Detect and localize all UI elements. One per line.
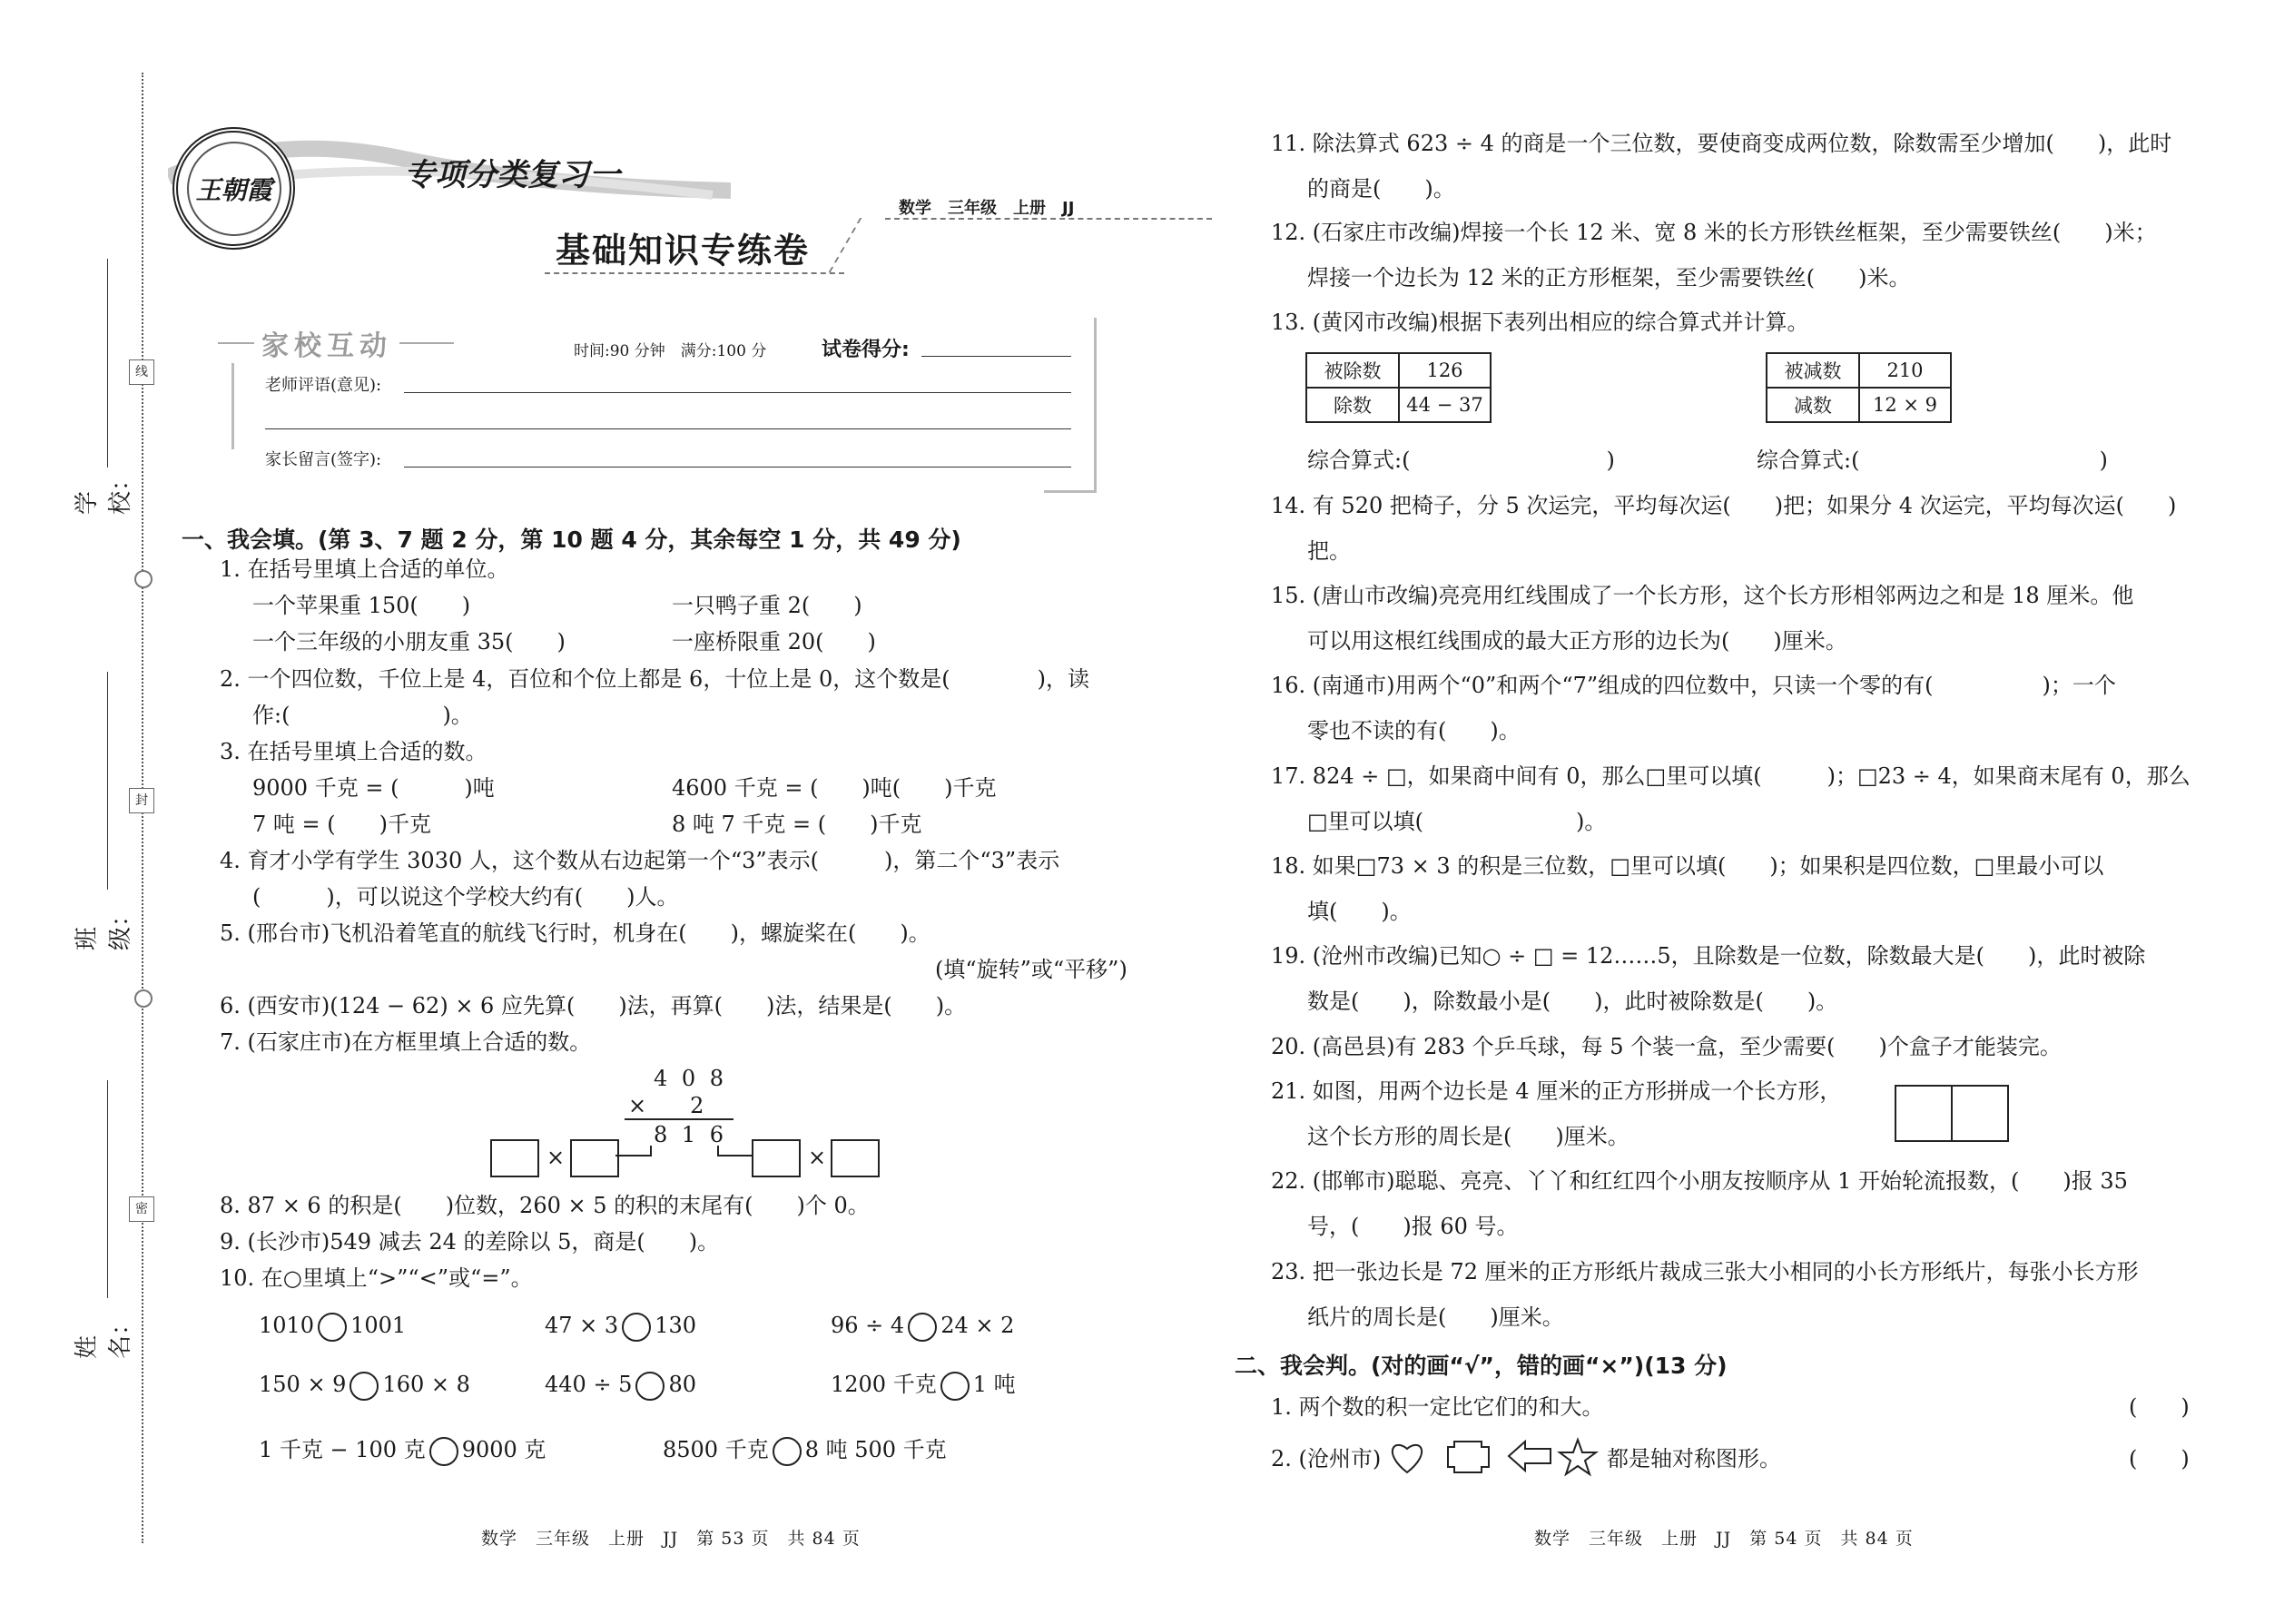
times-1: × [546,1145,566,1170]
jiaxiao-frame-b [1044,490,1097,493]
footer-left: 数学 三年级 上册 JJ 第 53 页 共 84 页 [481,1529,861,1549]
binding-hole-1 [134,570,153,588]
q4b: ( )，可以说这个学校大约有( )人。 [252,884,679,910]
section2-heading: 二、我会判。(对的画“√”，错的画“×”)(13 分) [1235,1353,1728,1379]
j2-prefix: 2. (沧州市) [1271,1446,1382,1471]
cross-frame-icon [1448,1442,1489,1472]
q11b: 的商是( )。 [1307,176,1455,202]
logo-text: 王朝霞 [187,142,281,236]
q23b: 纸片的周长是( )厘米。 [1307,1304,1564,1330]
time-info: 时间:90 分钟 满分:100 分 [574,342,767,360]
q14a: 14. 有 520 把椅子，分 5 次运完，平均每次运( )把；如果分 4 次运完，平均每次运( ) [1271,493,2177,518]
q20: 20. (高邑县)有 283 个乒乓球，每 5 个装一盒，至少需要( )个盒子才能装完。 [1271,1034,2062,1059]
combined-formula-1: 综合算式:( ) [1307,448,1615,473]
compare-circle[interactable] [940,1372,970,1401]
q12b: 焊接一个边长为 12 米的正方形框架，至少需要铁丝( )米。 [1307,265,1911,290]
q21a: 21. 如图，用两个边长是 4 厘米的正方形拼成一个长方形， [1271,1078,1842,1104]
compare-4: 150 × 9 160 × 8 [259,1371,470,1401]
q16a: 16. (南通市)用两个“0”和两个“7”组成的四位数中，只读一个零的有( )；一个 [1271,673,2116,698]
j1: 1. 两个数的积一定比它们的和大。 [1271,1394,1604,1420]
connector-right [717,1146,753,1156]
q1a: 一个苹果重 150( ) [252,593,471,618]
answer-box-3[interactable] [752,1139,801,1177]
q10: 10. 在○里填上“>”“<”或“=”。 [220,1265,533,1291]
q19a: 19. (沧州市改编)已知○ ÷ □ = 12……5，且除数是一位数，除数最大是( )，此时被除 [1271,943,2146,969]
j2-suffix: 都是轴对称图形。 [1607,1446,1781,1471]
school-line [107,259,108,468]
star-icon [1560,1440,1596,1474]
q18b: 填( )。 [1307,899,1412,924]
subject-meta: 数学 三年级 上册 JJ [899,199,1075,218]
compare-8: 8500 千克 8 吨 500 千克 [663,1436,947,1466]
q19b: 数是( )，除数最小是( )，此时被除数是( )。 [1307,989,1838,1014]
q7: 7. (石家庄市)在方框里填上合适的数。 [220,1029,592,1055]
q17b: □里可以填( )。 [1307,809,1607,834]
q5-hint: (填“旋转”或“平移”) [935,957,1127,982]
compare-circle[interactable] [429,1437,458,1466]
q3a: 9000 千克 = ( )吨 [252,775,495,801]
vertical-top: 4 0 8 [654,1066,728,1091]
connector-left [615,1146,652,1156]
class-label: 班级： [74,902,134,950]
q1c: 一个三年级的小朋友重 35( ) [252,629,566,655]
q2a: 2. 一个四位数，千位上是 4，百位和个位上都是 6，十位上是 0，这个数是( )，读 [220,666,1089,692]
seal-mark-line: 线 [129,359,154,385]
q11a: 11. 除法算式 623 ÷ 4 的商是一个三位数，要使商变成两位数，除数需至少增加( )，此时 [1271,131,2172,156]
compare-3: 96 ÷ 4 24 × 2 [831,1312,1014,1342]
binding-margin [0,0,154,1624]
compare-6: 1200 千克 1 吨 [831,1371,1016,1401]
cell: 减数 [1767,388,1859,422]
cell: 被除数 [1306,353,1399,388]
section1-heading: 一、我会填。(第 3、7 题 2 分，第 10 题 4 分，其余每空 1 分，共 49 分) [182,527,961,553]
j1-paren[interactable]: ( ) [2129,1394,2190,1420]
parent-line [404,467,1071,468]
q14b: 把。 [1307,538,1351,564]
answer-box-1[interactable] [490,1139,539,1177]
teacher-line-2 [265,428,1071,429]
compare-circle[interactable] [635,1372,665,1401]
cell: 44 − 37 [1399,388,1491,422]
q1: 1. 在括号里填上合适的单位。 [220,556,509,582]
compare-7: 1 千克 − 100 克 9000 克 [259,1436,546,1466]
compare-2: 47 × 3 130 [545,1312,696,1342]
cell: 210 [1859,353,1951,388]
q18a: 18. 如果□73 × 3 的积是三位数，□里可以填( )；如果积是四位数，□里最小可以 [1271,853,2104,879]
heart-icon [1393,1445,1422,1472]
compare-1: 1010 1001 [259,1312,406,1342]
parent-label: 家长留言(签字): [265,450,382,469]
q1b: 一只鸭子重 2( ) [672,593,862,618]
q15b: 可以用这根红线围成的最大正方形的边长为( )厘米。 [1307,628,1847,654]
arrow-icon [1509,1442,1551,1471]
q1d: 一座桥限重 20( ) [672,629,876,655]
jiaxiao-label: 家校互动 [261,330,392,362]
table-division [1305,352,1492,423]
q16b: 零也不读的有( )。 [1307,718,1521,743]
footer-right: 数学 三年级 上册 JJ 第 54 页 共 84 页 [1534,1529,1914,1549]
answer-box-4[interactable] [831,1139,880,1177]
logo-seal [172,127,295,250]
compare-circle[interactable] [908,1313,937,1342]
meta-topline [885,218,1212,220]
vertical-mid: × 2 [628,1093,704,1118]
q22b: 号，( )报 60 号。 [1307,1214,1519,1239]
compare-circle[interactable] [350,1372,379,1401]
j2-paren[interactable]: ( ) [2129,1446,2190,1471]
jiaxiao-frame [231,363,234,449]
answer-box-2[interactable] [570,1139,619,1177]
q3: 3. 在括号里填上合适的数。 [220,739,487,764]
compare-5: 440 ÷ 5 80 [545,1371,696,1401]
score-label: 试卷得分: [822,339,910,361]
paper-title: 基础知识专练卷 [556,230,811,271]
jiaxiao-badge [218,325,463,361]
q3c: 7 吨 = ( )千克 [252,812,431,837]
cell: 12 × 9 [1859,388,1951,422]
q13: 13. (黄冈市改编)根据下表列出相应的综合算式并计算。 [1271,310,1809,335]
q23a: 23. 把一张边长是 72 厘米的正方形纸片裁成三张大小相同的小长方形纸片，每张小长方形 [1271,1259,2139,1284]
q6: 6. (西安市)(124 − 62) × 6 应先算( )法，再算( )法，结果是( )。 [220,993,967,1019]
binding-hole-2 [134,989,153,1008]
score-line [921,356,1071,357]
compare-circle[interactable] [318,1313,347,1342]
q17a: 17. 824 ÷ □，如果商中间有 0，那么□里可以填( )；□23 ÷ 4，如果商末尾有 0，那么 [1271,763,2191,789]
teacher-line-1 [404,392,1071,393]
table-subtraction [1766,352,1952,423]
title-underline [545,272,844,274]
name-line [107,1080,108,1298]
two-square-figure [1895,1085,2009,1142]
meta-dash [829,218,862,272]
name-label: 姓名： [74,1311,134,1359]
times-2: × [808,1145,827,1170]
jiaxiao-frame-r [1094,318,1097,490]
seal-mark-mi: 密 [129,1196,154,1222]
q4a: 4. 育才小学有学生 3030 人，这个数从右边起第一个“3”表示( )，第二个“3”表示 [220,848,1060,873]
q9: 9. (长沙市)549 减去 24 的差除以 5，商是( )。 [220,1229,720,1255]
class-line [107,672,108,890]
vertical-bot: 8 1 6 [654,1122,728,1147]
vertical-rule [625,1118,733,1120]
school-label: 学校： [74,467,134,515]
teacher-label: 老师评语(意见): [265,376,382,395]
q8: 8. 87 × 6 的积是( )位数，260 × 5 的积的末尾有( )个 0。 [220,1193,870,1218]
shape-icons [1389,1436,1607,1478]
q3d: 8 吨 7 千克 = ( )千克 [672,812,922,837]
seal-mark-feng: 封 [129,788,154,813]
q3b: 4600 千克 = ( )吨( )千克 [672,775,997,801]
cell: 除数 [1306,388,1399,422]
q12a: 12. (石家庄市改编)焊接一个长 12 米、宽 8 米的长方形铁丝框架，至少需要铁丝( )米； [1271,220,2157,245]
combined-formula-2: 综合算式:( ) [1757,448,2108,473]
cell: 被减数 [1767,353,1859,388]
q15a: 15. (唐山市改编)亮亮用红线围成了一个长方形，这个长方形相邻两边之和是 18 厘米。他 [1271,583,2134,608]
cell: 126 [1399,353,1491,388]
q5: 5. (邢台市)飞机沿着笔直的航线飞行时，机身在( )，螺旋桨在( )。 [220,920,930,946]
compare-circle[interactable] [622,1313,651,1342]
q2b: 作:( )。 [252,703,473,728]
q22a: 22. (邯郸市)聪聪、亮亮、丫丫和红红四个小朋友按顺序从 1 开始轮流报数，( )报 35 [1271,1168,2128,1194]
q21b: 这个长方形的周长是( )厘米。 [1307,1124,1629,1149]
topic-title: 专项分类复习一 [404,157,620,193]
compare-circle[interactable] [773,1437,802,1466]
